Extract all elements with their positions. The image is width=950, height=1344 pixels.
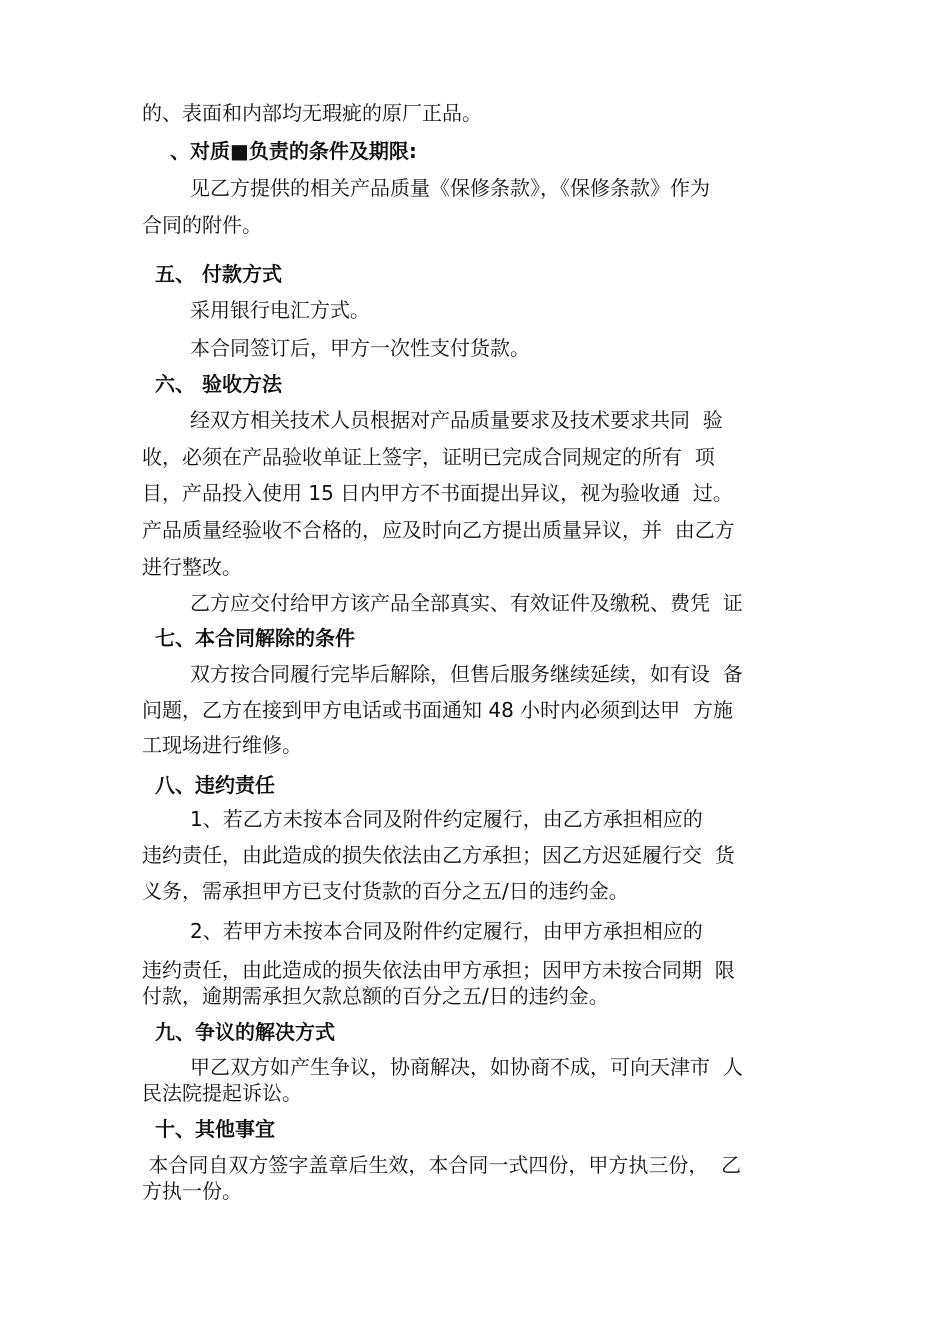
body-text-line: 民法院提起诉讼。 — [142, 1081, 302, 1105]
body-text-line: 义务，需承担甲方已支付货款的百分之五/日的违约金。 — [142, 879, 629, 903]
section-heading: 九、争议的解决方式 — [155, 1020, 335, 1044]
section-heading: 十、其他事宜 — [155, 1117, 275, 1141]
subsection-heading: 、对质■负责的条件及期限: — [170, 139, 417, 163]
section-heading: 五、 付款方式 — [155, 262, 282, 286]
body-text-line: 经双方相关技术人员根据对产品质量要求及技术要求共同 验 — [190, 408, 723, 432]
body-text-line: 违约责任，由此造成的损失依法由甲方承担；因甲方未按合同期 限 — [142, 958, 735, 982]
body-text-line: 的、表面和内部均无瑕疵的原厂正品。 — [142, 101, 482, 125]
body-text-line: 采用银行电汇方式。 — [190, 298, 370, 322]
body-text-line: 收，必须在产品验收单证上签字，证明已完成合同规定的所有 项 — [142, 445, 715, 469]
body-text-line: 产品质量经验收不合格的，应及时向乙方提出质量异议，并 由乙方 — [142, 518, 735, 542]
body-text-line: 付款，逾期需承担欠款总额的百分之五/日的违约金。 — [142, 984, 609, 1008]
body-text-line: 甲乙双方如产生争议，协商解决，如协商不成，可向天津市 人 — [190, 1055, 743, 1079]
body-text-line: 问题，乙方在接到甲方电话或书面通知 48 小时内必须到达甲 方施 — [142, 698, 733, 722]
body-text-line: 目，产品投入使用 15 日内甲方不书面提出异议，视为验收通 过。 — [142, 481, 733, 505]
section-heading: 八、违约责任 — [155, 773, 275, 797]
body-text-line: 本合同自双方签字盖章后生效，本合同一式四份，甲方执三份， 乙 — [142, 1153, 742, 1177]
body-text-line: 违约责任，由此造成的损失依法由乙方承担；因乙方迟延履行交 货 — [142, 843, 735, 867]
body-text-line: 方执一份。 — [142, 1179, 242, 1203]
body-text-line: 进行整改。 — [142, 555, 242, 579]
body-text-line: 1、若乙方未按本合同及附件约定履行，由乙方承担相应的 — [190, 807, 703, 831]
section-heading: 六、 验收方法 — [155, 372, 282, 396]
section-heading: 七、本合同解除的条件 — [155, 626, 355, 650]
body-text-line: 双方按合同履行完毕后解除，但售后服务继续延续，如有设 备 — [190, 662, 743, 686]
body-text-line: 本合同签订后，甲方一次性支付货款。 — [190, 336, 530, 360]
body-text-line: 工现场进行维修。 — [142, 733, 302, 757]
body-text-line: 见乙方提供的相关产品质量《保修条款》，《保修条款》作为 — [190, 176, 710, 200]
body-text-line: 2、若甲方未按本合同及附件约定履行，由甲方承担相应的 — [190, 919, 703, 943]
body-text-line: 乙方应交付给甲方该产品全部真实、有效证件及缴税、费凭 证 — [190, 591, 743, 615]
body-text-line: 合同的附件。 — [142, 213, 262, 237]
